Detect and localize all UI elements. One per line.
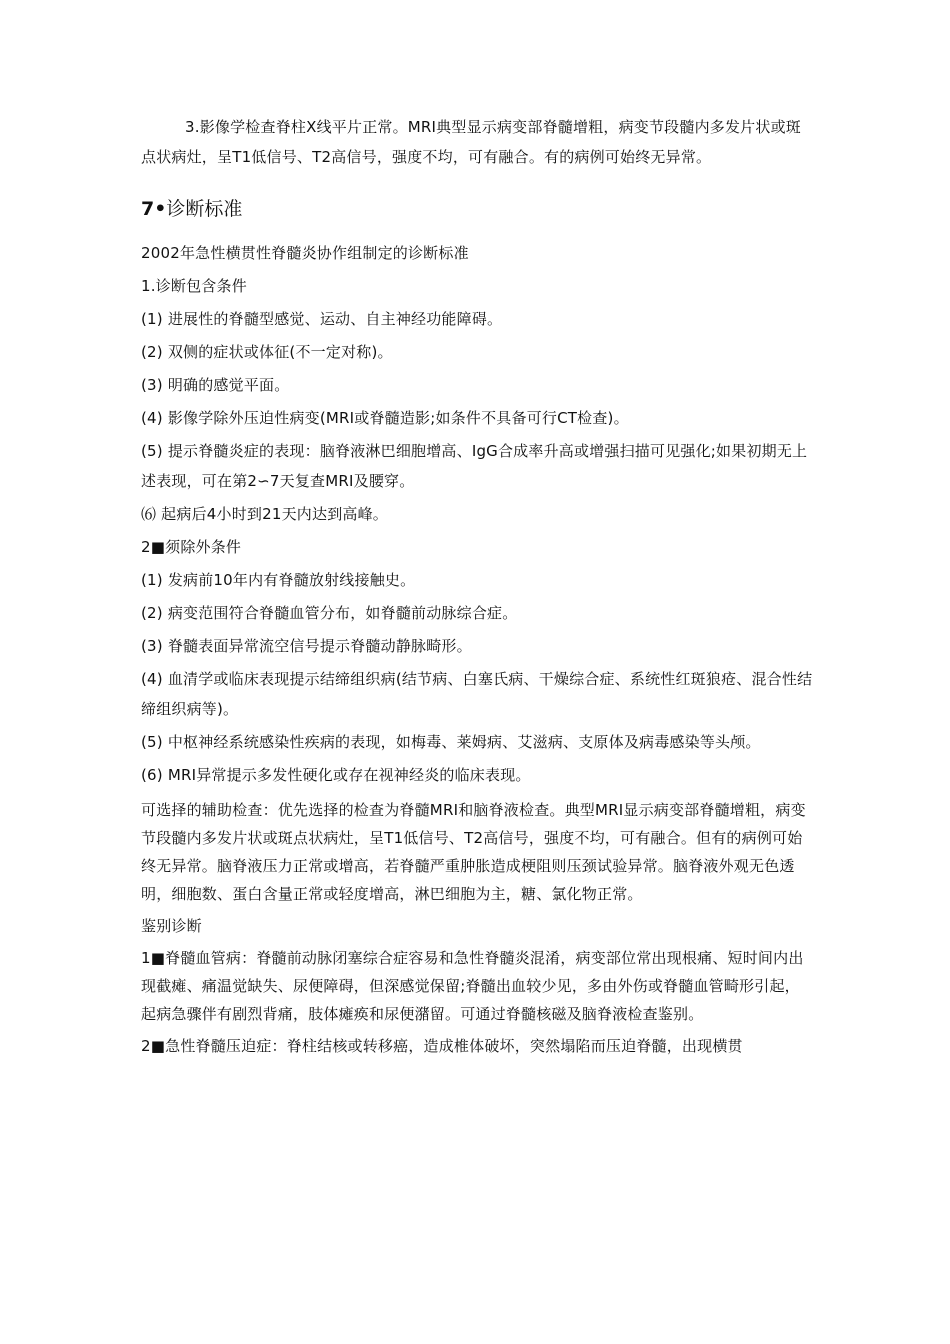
exclusion-item: (3) 脊髓表面异常流空信号提示脊髓动静脉畸形。 [141,637,472,655]
differential-item: 1■脊髓血管病：脊髓前动脉闭塞综合症容易和急性脊髓炎混淆，病变部位常出现根痛、短时间内出现截瘫、痛温觉缺失、尿便障碍，但深感觉保留;脊髓出血较少见，多由外伤或脊髓血管畸形引起，起病急骤伴有剧烈背痛，肢体瘫痪和尿便潴留。可通过脊髓核磁及脑脊液检查鉴别。 [141,949,804,1023]
section-number: 7• [141,198,167,220]
exclusion-item: (2) 病变范围符合脊髓血管分布，如脊髓前动脉综合症。 [141,604,518,622]
inclusion-item: ⑹ 起病后4小时到21天内达到高峰。 [141,505,388,523]
inclusion-item: (2) 双侧的症状或体征(不一定对称)。 [141,343,393,361]
exclusion-item: (6) MRI异常提示多发性硬化或存在视神经炎的临床表现。 [141,766,531,784]
differential-heading: 鉴别诊断 [141,917,202,935]
inclusion-heading: 1.诊断包含条件 [141,277,247,295]
exclusion-item: (1) 发病前10年内有脊髓放射线接触史。 [141,571,416,589]
exclusion-item: (4) 血清学或临床表现提示结缔组织病(结节病、白塞氏病、干燥综合症、系统性红斑狼疮、混合性结缔组织病等)。 [141,670,813,718]
section-title: 诊断标准 [166,198,243,220]
document-page [141,112,813,1061]
criteria-intro: 2002年急性横贯性脊髓炎协作组制定的诊断标准 [141,244,469,262]
exclusion-heading: 2■须除外条件 [141,538,242,556]
inclusion-item: (1) 进展性的脊髓型感觉、运动、自主神经功能障碍。 [141,310,503,328]
differential-item: 2■急性脊髓压迫症：脊柱结核或转移癌，造成椎体破坏，突然塌陷而压迫脊髓，出现横贯 [141,1037,743,1055]
exclusion-item: (5) 中枢神经系统感染性疾病的表现，如梅毒、莱姆病、艾滋病、支原体及病毒感染等头颅。 [141,733,761,751]
inclusion-item: (5) 提示脊髓炎症的表现：脑脊液淋巴细胞增高、IgG合成率升高或增强扫描可见强化;如果初期无上述表现，可在第2∽7天复查MRI及腰穿。 [141,442,808,490]
imaging-paragraph: 3.影像学检查脊柱X线平片正常。MRI典型显示病变部脊髓增粗，病变节段髓内多发片状或斑点状病灶，呈T1低信号、T2高信号，强度不均，可有融合。有的病例可始终无异常。 [141,118,801,166]
section-heading-diagnostic-criteria [141,192,813,226]
inclusion-item: (3) 明确的感觉平面。 [141,376,290,394]
auxiliary-exam-paragraph: 可选择的辅助检查：优先选择的检查为脊髓MRI和脑脊液检查。典型MRI显示病变部脊髓增粗，病变节段髓内多发片状或斑点状病灶，呈T1低信号、T2高信号，强度不均，可有融合。但有的病例可始终无异常。脑脊液压力正常或增高，若脊髓严重肿胀造成梗阻则压颈试验异常。脑脊液外观无色透明，细胞数、蛋白含量正常或轻度增高，淋巴细胞为主，糖、氯化物正常。 [141,801,806,903]
inclusion-item: (4) 影像学除外压迫性病变(MRI或脊髓造影;如条件不具备可行CT检查)。 [141,409,629,427]
